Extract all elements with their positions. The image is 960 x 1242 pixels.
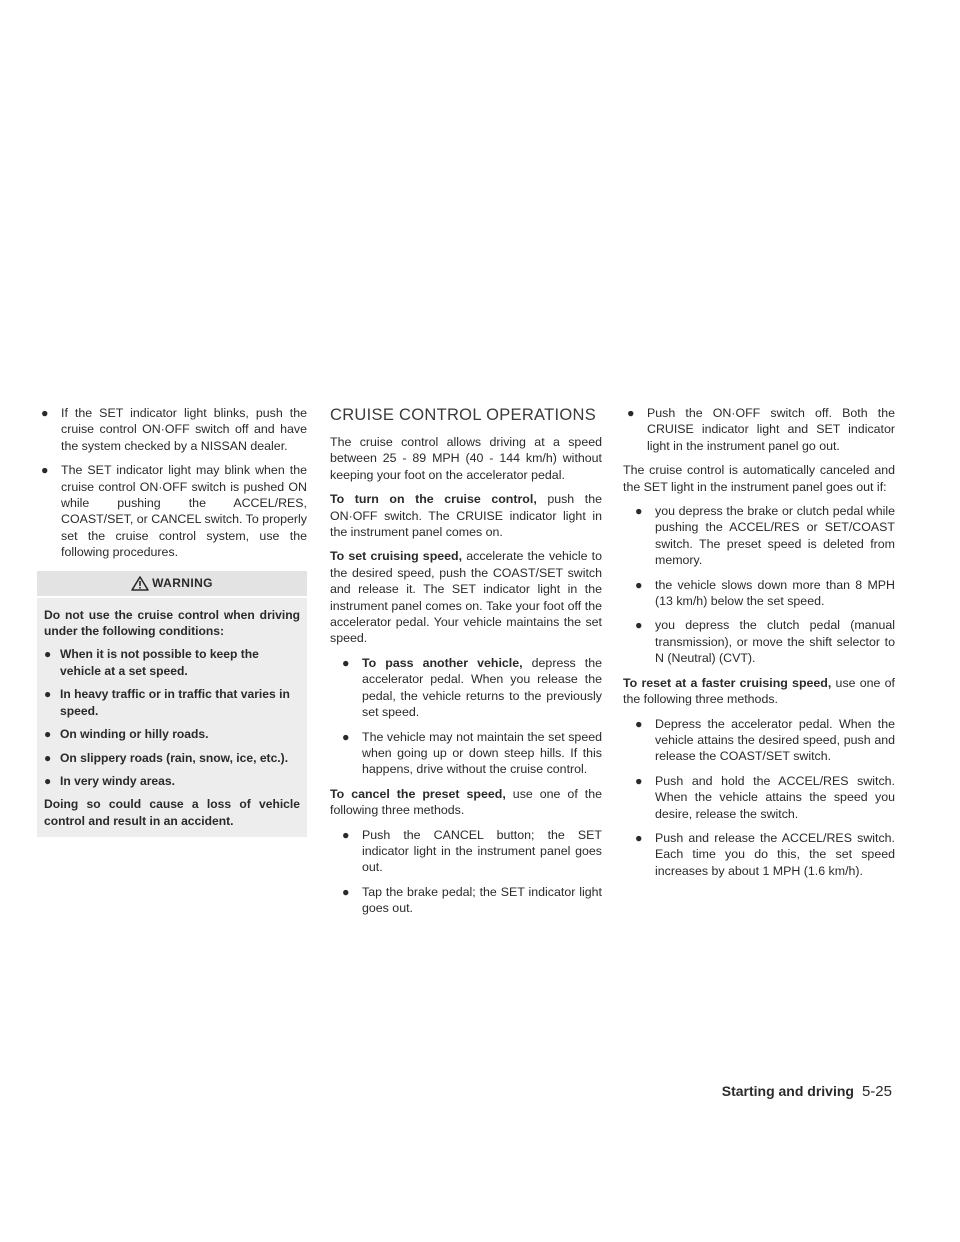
list-item: ● Push the ON·OFF switch off. Both the CRUISE indicator light and SET indicator light in the instrument panel go out. [627,406,895,453]
list-item: ● In very windy areas. [44,773,175,788]
bullet-icon: ● [41,406,49,420]
column-left [37,405,307,837]
bullet-icon: ● [635,716,643,731]
bullet-icon: ● [41,463,49,478]
warning-title: WARNING [152,575,213,590]
auto-cancel-paragraph: The cruise control is automatically canceled and the SET light in the instrument panel goes out if: [623,463,895,494]
section-name: Starting and driving [721,1083,854,1099]
page-number: 5-25 [861,1083,892,1100]
page-footer [722,1083,892,1100]
list-item: ● Depress the accelerator pedal. When the vehicle attains the desired speed, push and release the COAST/SET switch. [635,716,895,764]
bullet-icon: ● [44,773,52,788]
intro-paragraph: The cruise control allows driving at a speed between 25 - 89 MPH (40 - 144 km/h) without keeping your foot on the accelerator pedal. [330,435,602,482]
list-item: ● Push and release the ACCEL/RES switch. Each time you do this, the set speed increases by about 1 MPH (1.6 km/h). [635,830,895,878]
list-item: ● the vehicle slows down more than 8 MPH (13 km/h) below the set speed. [635,577,895,609]
cancel-paragraph: To cancel the preset speed, use one of the following three methods. [330,786,602,818]
set-speed-paragraph: To set cruising speed, accelerate the vehicle to the desired speed, push the COAST/SET switch and release it. The SET indicator light in the instrument panel comes on. Take your foot off the accelerator pedal. Your vehicle maintains the set speed. [330,549,603,646]
list-item: ● The vehicle may not maintain the set speed when going up or down steep hills. If this happens, drive without the cruise control. [342,729,602,777]
list-item: ● On winding or hilly roads. [44,727,209,742]
bullet-icon: ● [342,655,350,670]
bullet-icon: ● [635,504,643,519]
warning-icon [131,576,149,591]
bullet-icon: ● [635,577,643,592]
list-item: ● In heavy traffic or in traffic that varies in speed. [44,687,290,718]
column-right [623,405,895,887]
bullet-icon: ● [44,727,52,742]
list-item: ● Push the CANCEL button; the SET indicator light in the instrument panel goes out. [342,827,602,875]
bullet-icon: ● [342,827,350,842]
bullet-icon: ● [627,406,635,420]
warning-header [37,571,307,596]
list-item: ● If the SET indicator light blinks, push the cruise control ON·OFF switch off and have the system checked by a NISSAN dealer. [41,406,307,453]
column-middle [330,405,602,925]
list-item: ● The SET indicator light may blink when the cruise control ON·OFF switch is pushed ON while pushing the ACCEL/RES, COAST/SET, or CANCEL switch. To properly set the cruise control system, use the following procedures. [41,463,307,560]
bullet-icon: ● [342,729,350,744]
bullet-icon: ● [44,687,52,702]
warning-outro: Doing so could cause a loss of vehicle control and result in an accident. [44,797,300,828]
list-item: ● On slippery roads (rain, snow, ice, etc.). [44,750,289,765]
list-item: ● To pass another vehicle, depress the accelerator pedal. When you release the pedal, the vehicle returns to the previously set speed. [342,655,603,720]
bullet-icon: ● [44,647,52,662]
warning-body [37,598,307,837]
bullet-icon: ● [44,750,52,765]
list-item: ● Push and hold the ACCEL/RES switch. When the vehicle attains the speed you desire, release the switch. [635,773,895,821]
section-heading: CRUISE CONTROL OPERATIONS [330,406,597,424]
bullet-icon: ● [342,884,350,899]
list-item: ● you depress the brake or clutch pedal while pushing the ACCEL/RES or SET/COAST switch. The preset speed is deleted from memory. [635,504,895,568]
list-item: ● you depress the clutch pedal (manual transmission), or move the shift selector to N (Neutral) (CVT). [635,618,895,666]
turn-on-paragraph: To turn on the cruise control, push the ON·OFF switch. The CRUISE indicator light in the instrument panel comes on. [330,492,602,540]
list-item: ● When it is not possible to keep the vehicle at a set speed. [44,647,259,678]
warning-intro: Do not use the cruise control when driving under the following conditions: [44,607,300,639]
reset-paragraph: To reset at a faster cruising speed, use one of the following three methods. [623,675,895,707]
list-item: ● Tap the brake pedal; the SET indicator light goes out. [342,884,602,916]
bullet-icon: ● [635,618,643,633]
bullet-icon: ● [635,773,643,788]
bullet-icon: ● [635,830,643,845]
